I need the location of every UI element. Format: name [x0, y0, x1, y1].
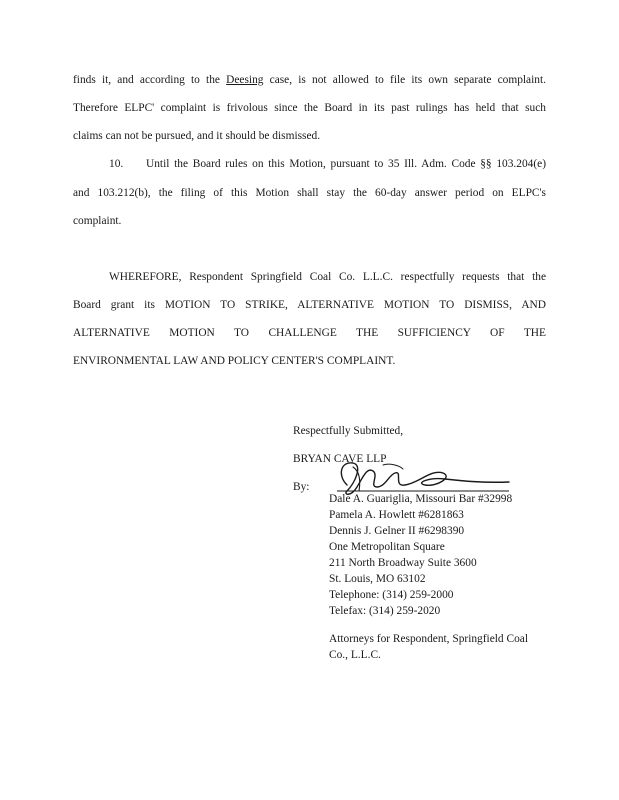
closing-text: Respectfully Submitted, — [293, 425, 404, 437]
address-line: St. Louis, MO 63102 — [329, 573, 426, 585]
paragraph-10-number: 10. — [109, 158, 124, 170]
wherefore-line-1: WHEREFORE, Respondent Springfield Coal Co. L.L.C. respectfully requests that the — [109, 271, 546, 283]
paragraph-9-text: case, is not allowed to file its own separate complaint. — [263, 74, 546, 86]
address-line: One Metropolitan Square — [329, 541, 445, 553]
paragraph-9-text: finds it, and according to the — [73, 74, 227, 86]
case-name-deesing: Deesing — [226, 74, 264, 86]
role-line-2: Co., L.L.C. — [329, 649, 381, 661]
wherefore-line-2: Board grant its MOTION TO STRIKE, ALTERNATIVE MOTION TO DISMISS, AND — [73, 299, 546, 311]
telephone: Telephone: (314) 259-2000 — [329, 589, 454, 601]
wherefore-line-3: ALTERNATIVE MOTION TO CHALLENGE THE SUFFICIENCY OF THE — [73, 327, 546, 339]
paragraph-10-line-2: and 103.212(b), the filing of this Motion shall stay the 60-day answer period on ELPC's — [73, 187, 546, 199]
by-label: By: — [293, 481, 310, 493]
paragraph-10-line-1: Until the Board rules on this Motion, pursuant to 35 Ill. Adm. Code §§ 103.204(e) — [146, 158, 546, 170]
firm-name: BRYAN CAVE LLP — [293, 453, 387, 465]
address-line: 211 North Broadway Suite 3600 — [329, 557, 477, 569]
wherefore-line-4: ENVIRONMENTAL LAW AND POLICY CENTER'S COMPLAINT. — [73, 355, 396, 367]
paragraph-9-line-1 — [73, 73, 546, 87]
telefax: Telefax: (314) 259-2020 — [329, 605, 441, 617]
attorney-name: Dennis J. Gelner II #6298390 — [329, 525, 465, 537]
attorney-name: Dale A. Guariglia, Missouri Bar #32998 — [329, 493, 513, 505]
role-line-1: Attorneys for Respondent, Springfield Coal — [329, 633, 528, 645]
paragraph-9-line-2: Therefore ELPC' complaint is frivolous since the Board in its past rulings has held that such — [73, 102, 546, 114]
paragraph-10-line-3: complaint. — [73, 215, 122, 227]
paragraph-9-line-3: claims can not be pursued, and it should be dismissed. — [73, 130, 321, 142]
attorney-name: Pamela A. Howlett #6281863 — [329, 509, 464, 521]
